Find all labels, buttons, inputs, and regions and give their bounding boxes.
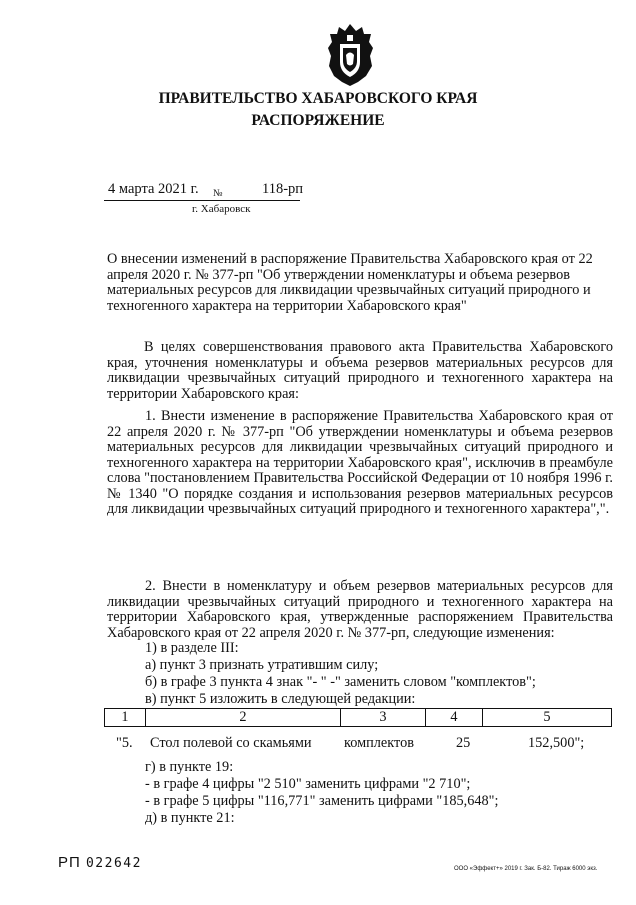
paragraph-item-2: 2. Внести в номенклатуру и объем резервов материальных ресурсов для ликвидации чрезвычайных ситуаций природного и техногенного характера на территории Хабаровского края, утвержденные распоряжением Правительства Хабаровского края от 22 апреля 2020 г. № 377-рп, следующие изменения: [107,578,613,641]
table-header-cell: 5 [483,709,612,727]
subitem-g-2: - в графе 5 цифры "116,771" заменить цифрами "185,648"; [145,793,499,809]
document-date: 4 марта 2021 г. [108,181,199,197]
form-number: 022642 [85,856,142,871]
subitem-v: в) пункт 5 изложить в следующей редакции: [145,691,416,707]
document-type: РАСПОРЯЖЕНИЕ [251,112,385,129]
date-underline [104,200,300,201]
print-info: ООО «Эффект+» 2019 г. Зак. Б-82. Тираж 6000 экз. [454,866,598,872]
table-header-cell: 4 [426,709,483,727]
document-subject: О внесении изменений в распоряжение Правительства Хабаровского края от 22 апреля 2020 г. № 377-рп "Об утверждении номенклатуры и объема резервов материальных ресурсов для ликвидации чрезвычайных ситуаций природного и техногенного характера на территории Хабаровского края" [107,251,593,314]
subitem-d: д) в пункте 21: [145,810,235,826]
number-label: № [213,188,223,199]
table-row-name: Стол полевой со скамьями [150,735,312,751]
subitem-g: г) в пункте 19: [145,759,234,775]
coat-of-arms-emblem [326,22,374,88]
table-header-row [105,709,612,727]
table-header-cell: 1 [105,709,146,727]
form-serial [58,854,142,871]
table-header-cell: 3 [341,709,426,727]
subitem-g-1: - в графе 4 цифры "2 510" заменить цифрами "2 710"; [145,776,471,792]
document-city: г. Хабаровск [192,203,251,215]
subitem-b: б) в графе 3 пункта 4 знак "- " -" заменить словом "комплектов"; [145,674,536,690]
table-row-unit: комплектов [344,735,414,751]
document-number: 118-рп [262,181,304,197]
form-series: РП [58,854,81,871]
subitem-section-3: 1) в разделе III: [145,640,239,656]
paragraph-item-1: 1. Внести изменение в распоряжение Правительства Хабаровского края от 22 апреля 2020 г. № 377-рп "Об утверждении номенклатуры и объема резервов материальных ресурсов для ликвидации чрезвычайных ситуаций природного и техногенного характера на территории Хабаровского края", исключив в преамбуле слова "постановлением Правительства Российской Федерации от 10 ноября 1996 г. № 1340 "О порядке создания и использования резервов материальных ресурсов для ликвидации чрезвычайных ситуаций природного и техногенного характера",". [107,408,613,517]
table-row-amount: 152,500"; [528,735,585,751]
organization-title: ПРАВИТЕЛЬСТВО ХАБАРОВСКОГО КРАЯ [158,90,478,107]
table-row-number: "5. [116,735,133,751]
table-header-cell: 2 [146,709,341,727]
paragraph-intro: В целях совершенствования правового акта Правительства Хабаровского края, уточнения номенклатуры и объема резервов материальных ресурсов для ликвидации чрезвычайных ситуаций природного и техногенного характера на территории Хабаровского края: [107,339,613,402]
subitem-a: а) пункт 3 признать утратившим силу; [145,657,379,673]
table-row-quantity: 25 [456,735,471,751]
amendment-table [104,708,612,727]
